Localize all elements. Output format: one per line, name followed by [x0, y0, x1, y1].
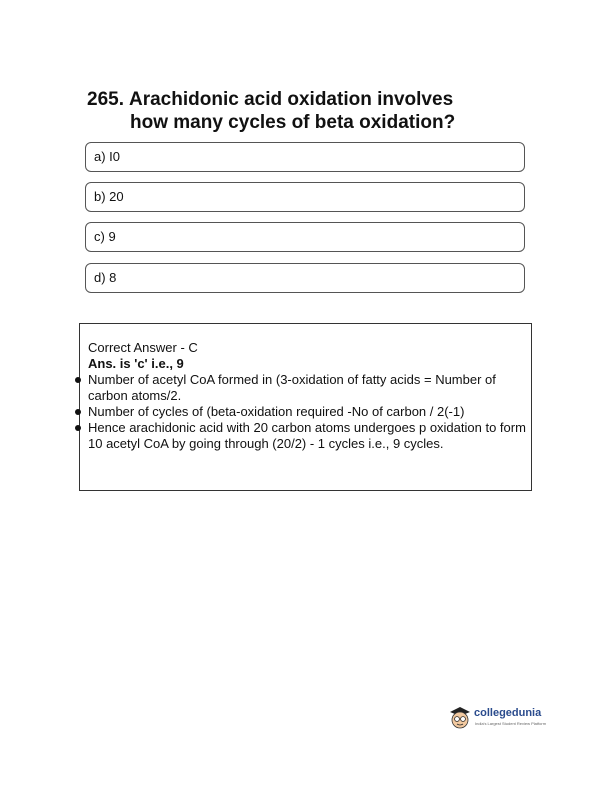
- option-b[interactable]: b) 20: [85, 182, 525, 212]
- bullet-icon: [75, 377, 81, 383]
- answer-point-2: [88, 404, 528, 420]
- answer-point-text: Number of acetyl CoA formed in (3-oxidation of fatty acids = Number of carbon atoms/2.: [88, 372, 496, 403]
- answer-heading: Ans. is 'c' i.e., 9: [88, 356, 184, 371]
- answer-point-1: [88, 372, 528, 404]
- bullet-icon: [75, 425, 81, 431]
- answer-point-3: [88, 420, 528, 452]
- question-number: 265.: [87, 89, 124, 110]
- option-a[interactable]: a) I0: [85, 142, 525, 172]
- question-text-line2: how many cycles of beta oxidation?: [130, 112, 456, 133]
- correct-answer: Correct Answer - C: [88, 340, 198, 355]
- answer-point-text: Number of cycles of (beta-oxidation required -No of carbon / 2(-1): [88, 404, 465, 419]
- answer-point-text: Hence arachidonic acid with 20 carbon atoms undergoes p oxidation to form 10 acetyl CoA by going through (20/2) - 1 cycles i.e., 9 cycles.: [88, 420, 526, 451]
- answer-text: [88, 340, 528, 452]
- brand-tagline: India's Largest Student Review Platform: [475, 721, 547, 726]
- mascot-icon: [449, 706, 471, 730]
- option-c[interactable]: c) 9: [85, 222, 525, 252]
- answer-box: [79, 323, 532, 491]
- question-text-line1: Arachidonic acid oxidation involves: [129, 89, 454, 110]
- question-title: [87, 88, 527, 134]
- brand-name: collegedunia: [474, 707, 542, 719]
- bullet-icon: [75, 409, 81, 415]
- option-d[interactable]: d) 8: [85, 263, 525, 293]
- collegedunia-logo: [449, 704, 559, 732]
